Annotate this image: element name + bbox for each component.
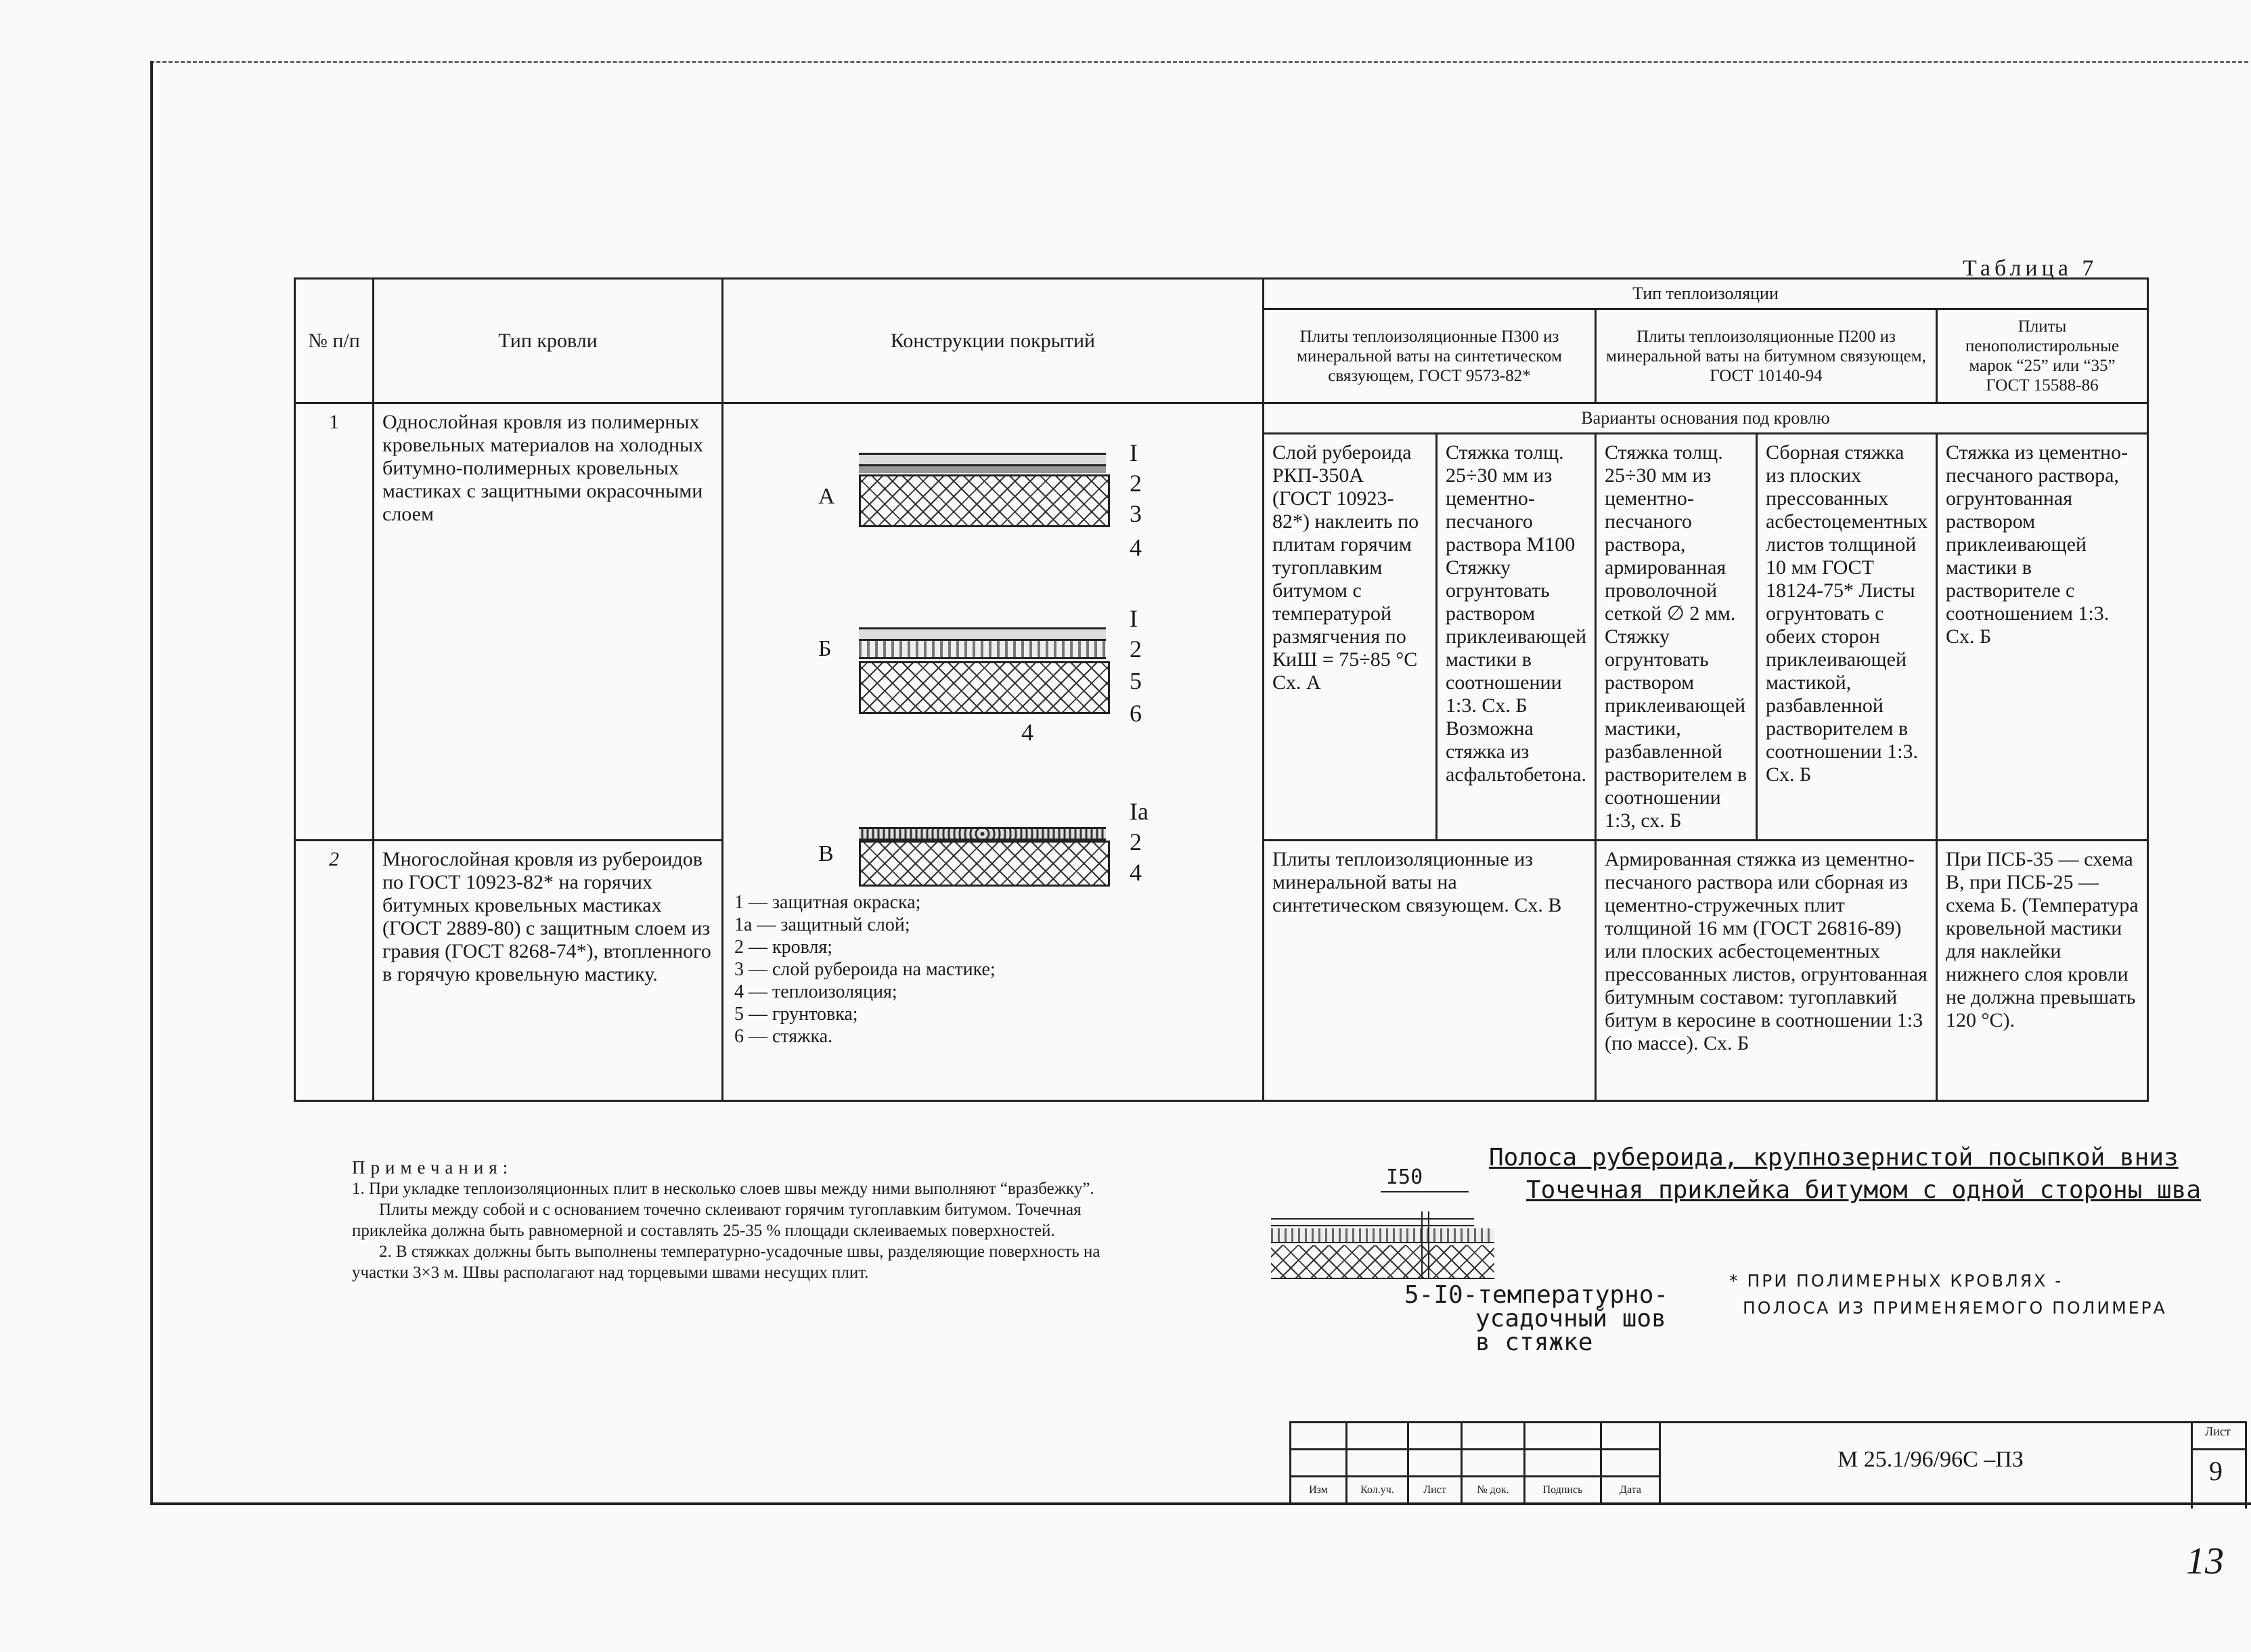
row2-c2: Армированная стяжка из цементно-песчаного раствора или сборная из цементно-стружечных плит толщиной 16 мм (ГОСТ 26816-89) или плоских асбестоцементных прессованных листов, огрунтованная битумным составом: тугоплавкий битум в керосине в соотношении 1:3 (по массе). Сх. Б [1596,841,1937,1101]
handwritten-page-number: 13 [2186,1540,2224,1582]
hdr-ins3: Плиты пенополистирольные марок “25” или “35” ГОСТ 15588-86 [1937,309,2148,403]
notes-title: Примечания: [352,1157,514,1178]
row1-num: 1 [295,403,374,841]
detail-joint [1421,1211,1429,1279]
hdr-base-variants: Варианты основания под кровлю [1264,403,2148,434]
hdr-ins1: Плиты теплоизоляционные П300 из минеральной ваты на синтетическом связующем, ГОСТ 9573-82* [1264,309,1596,403]
row1-c2: Стяжка толщ. 25÷30 мм из цементно-песчаного раствора М100 Стяжку огрунтовать раствором приклеивающей мастики в соотношении 1:3. Сх. Б Возможна стяжка из асфальтобетона. [1437,434,1596,841]
legend-item: 1 — защитная окраска; [734,892,921,913]
legend-item: 1а — защитный слой; [734,914,910,935]
detail-label-3: 5-I0-температурно- [1404,1281,1669,1309]
row1-c4: Сборная стяжка из плоских прессованных асбестоцементных листов толщиной 10 мм ГОСТ 18124-75* Листы огрунтовать с обеих сторон приклеивающей мастикой, разбавленной растворителем в соотношении 1:3. Сх. Б [1757,434,1937,841]
scheme-v-gravel-layer [859,827,1106,841]
stamp-col-kol: Кол.уч. [1347,1477,1408,1504]
note-1: 1. При укладке теплоизоляционных плит в несколько слоев швы между ними выполняют “вразбежку”. [352,1180,1094,1198]
scheme-v-n2: 2 [1130,828,1142,855]
detail-dim-line [1381,1191,1469,1192]
scheme-a-label: А [818,484,835,509]
hdr-num: № п/п [295,279,374,403]
legend-item: 2 — кровля; [734,937,833,958]
scheme-b-insulation [859,661,1110,714]
detail-insulation [1271,1245,1494,1279]
detail-label-1: Полоса рубероида, крупнозернистой посыпкой вниз [1489,1144,2179,1171]
scheme-b-n6: 6 [1130,700,1142,727]
stamp-col-sign: Подпись [1525,1477,1601,1504]
detail-label-5: в стяжке [1475,1329,1593,1356]
detail-dim-150: I50 [1386,1165,1423,1189]
schemes-cell [723,403,1264,1101]
scheme-b-n4: 4 [1021,719,1033,746]
row2-c3: При ПСБ-35 — схема В, при ПСБ-25 — схема Б. (Температура кровельной мастики для наклейки нижнего слоя кровли не должна превышать 120 °С). [1937,841,2148,1101]
detail-screed [1271,1228,1494,1243]
detail-label-2: Точечная приклейка битумом с одной стороны шва [1526,1176,2201,1204]
scheme-a-n2: 2 [1130,470,1142,497]
scheme-b-roof-layer [859,627,1106,641]
row2-type: Многослойная кровля из рубероидов по ГОСТ 10923-82* на горячих битумных кровельных мастиках (ГОСТ 2889-80) с защитным слоем из гравия (ГОСТ 8268-74*), втопленного в горячую кровельную мастику. [374,841,723,1101]
row2-c1: Плиты теплоизоляционные из минеральной ваты на синтетическом связующем. Сх. В [1264,841,1596,1101]
stamp-sheet-number: 9 [2209,1456,2223,1486]
scheme-a-n3: 3 [1130,500,1142,527]
hdr-construction: Конструкции покрытий [723,279,1264,403]
stamp-code: М 25.1/96/96С –ПЗ [1837,1447,2024,1472]
scheme-b-screed [859,641,1106,659]
scheme-a-roof-layer [859,453,1106,466]
detail-strip [1271,1218,1474,1226]
stamp-col-date: Дата [1601,1477,1660,1504]
detail-label-4: усадочный шов [1475,1305,1666,1333]
legend-item: 4 — теплоизоляция; [734,981,897,1002]
scheme-b-n2: 2 [1130,635,1142,663]
notes [352,1157,1151,1283]
stamp-col-list: Лист [1408,1477,1462,1504]
note-2: 2. В стяжках должны быть выполнены температурно-усадочные швы, разделяющие поверхность на участки 3×3 м. Швы располагают над торцевыми швами несущих плит. [352,1243,1100,1282]
scheme-b-n1: I [1130,605,1138,632]
row1-c1: Слой рубероида РКП-350А (ГОСТ 10923-82*) наклеить по плитам горячим тугоплавким битумом с температурой размягчения по КиШ = 75÷85 °С Сх. А [1264,434,1437,841]
roof-table [294,277,2149,1102]
scheme-b-label: Б [818,636,832,661]
stamp-sheet-divider [2191,1448,2245,1450]
stamp-col-izm: Изм [1291,1477,1347,1504]
row1-type: Однослойная кровля из полимерных кровельных материалов на холодных битумно-полимерных кровельных мастиках с защитными окрасочными слоем [374,403,723,841]
schemes-drawing [723,404,1262,1071]
handwritten-note-1: * ПРИ ПОЛИМЕРНЫХ КРОВЛЯХ - [1729,1271,2064,1291]
stamp-sheet-label: Лист [2205,1425,2231,1438]
scheme-a-insulation [859,474,1110,527]
table-title: Таблица 7 [1963,256,2098,281]
scheme-b-n5: 5 [1130,667,1142,694]
legend [734,891,996,1048]
hdr-roof-type: Тип кровли [374,279,723,403]
hdr-ins2: Плиты теплоизоляционные П200 из минеральной ваты на битумном связующем, ГОСТ 10140-94 [1596,309,1937,403]
handwritten-note-2: ПОЛОСА ИЗ ПРИМЕНЯЕМОГО ПОЛИМЕРА [1743,1298,2167,1318]
scheme-v-n4: 4 [1130,859,1142,886]
row2-num: 2 [295,841,374,1101]
hdr-insulation-type: Тип теплоизоляции [1264,279,2148,309]
stamp-col-doc: № док. [1462,1477,1525,1504]
note-1b: Плиты между собой и с основанием точечно склеивают горячим тугоплавким битумом. Точечная приклейка должна быть равномерной и составлять 25-35 % площади склеиваемых поверхностей. [352,1201,1082,1240]
stamp-grid [1289,1421,1661,1504]
row1-c3: Стяжка толщ. 25÷30 мм из цементно-песчаного раствора, армированная проволочной сеткой ∅ 2 мм. Стяжку огрунтовать раствором приклеивающей мастики, разбавленной растворителем в соотношении 1:3, сх. Б [1596,434,1757,841]
scheme-v-label: В [818,841,834,866]
scheme-a-n4: 4 [1130,534,1142,561]
scheme-v-n1a: Iа [1130,798,1149,825]
row1-c5: Стяжка из цементно-песчаного раствора, огрунтованная раствором приклеивающей мастики в растворителе с соотношением 1:3. Сх. Б [1937,434,2148,841]
legend-item: 3 — слой рубероида на мастике; [734,959,996,980]
scheme-v-insulation [859,841,1110,887]
legend-item: 5 — грунтовка; [734,1004,858,1025]
legend-item: 6 — стяжка. [734,1026,833,1047]
scheme-a-ruberoid-layer [859,466,1106,473]
scheme-a-n1: I [1130,439,1138,466]
